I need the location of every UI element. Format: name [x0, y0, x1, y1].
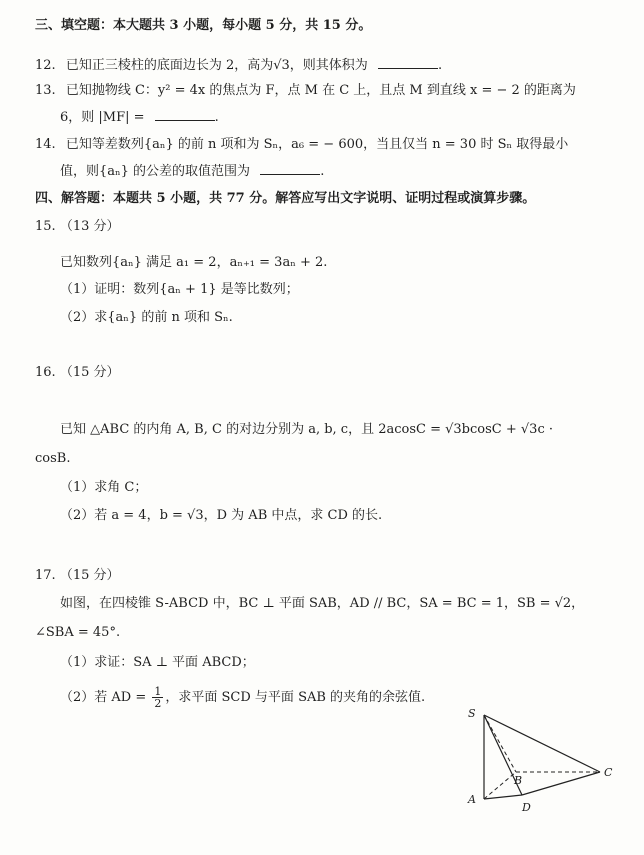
period: .	[214, 110, 219, 125]
fraction-denominator: 2	[154, 697, 162, 710]
edge-AB-hidden	[484, 772, 516, 799]
question-16-stem-line-2: cosB.	[35, 451, 71, 466]
period: .	[437, 58, 443, 73]
question-number: 12.	[35, 58, 56, 73]
question-number: 14.	[35, 137, 56, 152]
label-A: A	[468, 793, 476, 806]
question-15-header	[35, 218, 120, 236]
question-score: （15 分）	[59, 568, 120, 583]
edge-SB-hidden	[484, 715, 516, 772]
question-16-stem-line-1: 已知 △ABC 的内角 A, B, C 的对边分别为 a, b, c，且 2acosC = √3bcosC + √3c ·	[60, 422, 553, 437]
question-17-part-2	[60, 686, 425, 709]
question-14-line-1	[35, 136, 568, 154]
label-S: S	[468, 707, 476, 720]
question-text: 已知正三棱柱的底面边长为 2，高为√3，则其体积为	[65, 58, 368, 73]
answer-blank	[378, 56, 438, 69]
question-13-line-2	[60, 108, 219, 127]
question-number: 17.	[35, 568, 56, 583]
label-B: B	[514, 774, 523, 787]
question-15-part-2: （2）求{aₙ} 的前 n 项和 Sₙ.	[60, 310, 233, 325]
section-4-heading: 四、解答题：本题共 5 小题，共 77 分。解答应写出文字说明、证明过程或演算步骤。	[35, 191, 536, 206]
question-number: 13.	[35, 83, 56, 98]
edge-AD	[484, 795, 522, 799]
answer-blank	[260, 162, 320, 175]
question-text: 已知等差数列{aₙ} 的前 n 项和为 Sₙ，a₆ = − 600，当且仅当 n = 30 时 Sₙ 取得最小	[65, 137, 569, 152]
fraction	[152, 686, 163, 709]
question-16-part-2: （2）若 a = 4，b = √3，D 为 AB 中点，求 CD 的长.	[60, 508, 383, 523]
question-12	[35, 56, 442, 75]
question-17-stem-line-2: ∠SBA = 45°.	[35, 625, 121, 640]
question-number: 16.	[35, 365, 56, 380]
question-17-header	[35, 567, 120, 585]
pyramid-figure	[462, 703, 632, 818]
question-text: 值，则{aₙ} 的公差的取值范围为	[60, 164, 251, 179]
question-13-line-1	[35, 82, 576, 100]
question-score: （13 分）	[59, 219, 120, 234]
question-16-part-1: （1）求角 C；	[60, 480, 148, 495]
question-score: （15 分）	[59, 365, 120, 380]
question-17-part-1: （1）求证：SA ⊥ 平面 ABCD；	[60, 655, 255, 670]
question-14-line-2	[60, 162, 324, 181]
question-17-stem-line-1: 如图，在四棱锥 S-ABCD 中，BC ⊥ 平面 SAB，AD // BC，SA = BC = 1，SB = √2，	[60, 596, 585, 611]
question-text: 已知抛物线 C：y² = 4x 的焦点为 F，点 M 在 C 上，且点 M 到直线 x = − 2 的距离为	[65, 83, 576, 98]
question-15-part-1: （1）证明：数列{aₙ + 1} 是等比数列；	[60, 282, 299, 297]
answer-blank	[155, 108, 215, 121]
question-16-header	[35, 364, 120, 382]
period: .	[320, 164, 325, 179]
edge-DC	[522, 772, 600, 795]
question-text: 6，则 |MF| =	[60, 110, 145, 125]
fraction-numerator: 1	[154, 685, 162, 698]
label-D: D	[522, 801, 531, 814]
part-2-tail: ，求平面 SCD 与平面 SAB 的夹角的余弦值.	[165, 690, 426, 705]
edge-SC	[484, 715, 600, 772]
question-15-stem: 已知数列{aₙ} 满足 a₁ = 2，aₙ₊₁ = 3aₙ + 2.	[60, 255, 328, 270]
question-number: 15.	[35, 219, 56, 234]
label-C: C	[604, 766, 613, 779]
section-3-heading: 三、填空题：本大题共 3 小题，每小题 5 分，共 15 分。	[35, 18, 372, 33]
part-2-lead: （2）若 AD =	[60, 690, 147, 705]
